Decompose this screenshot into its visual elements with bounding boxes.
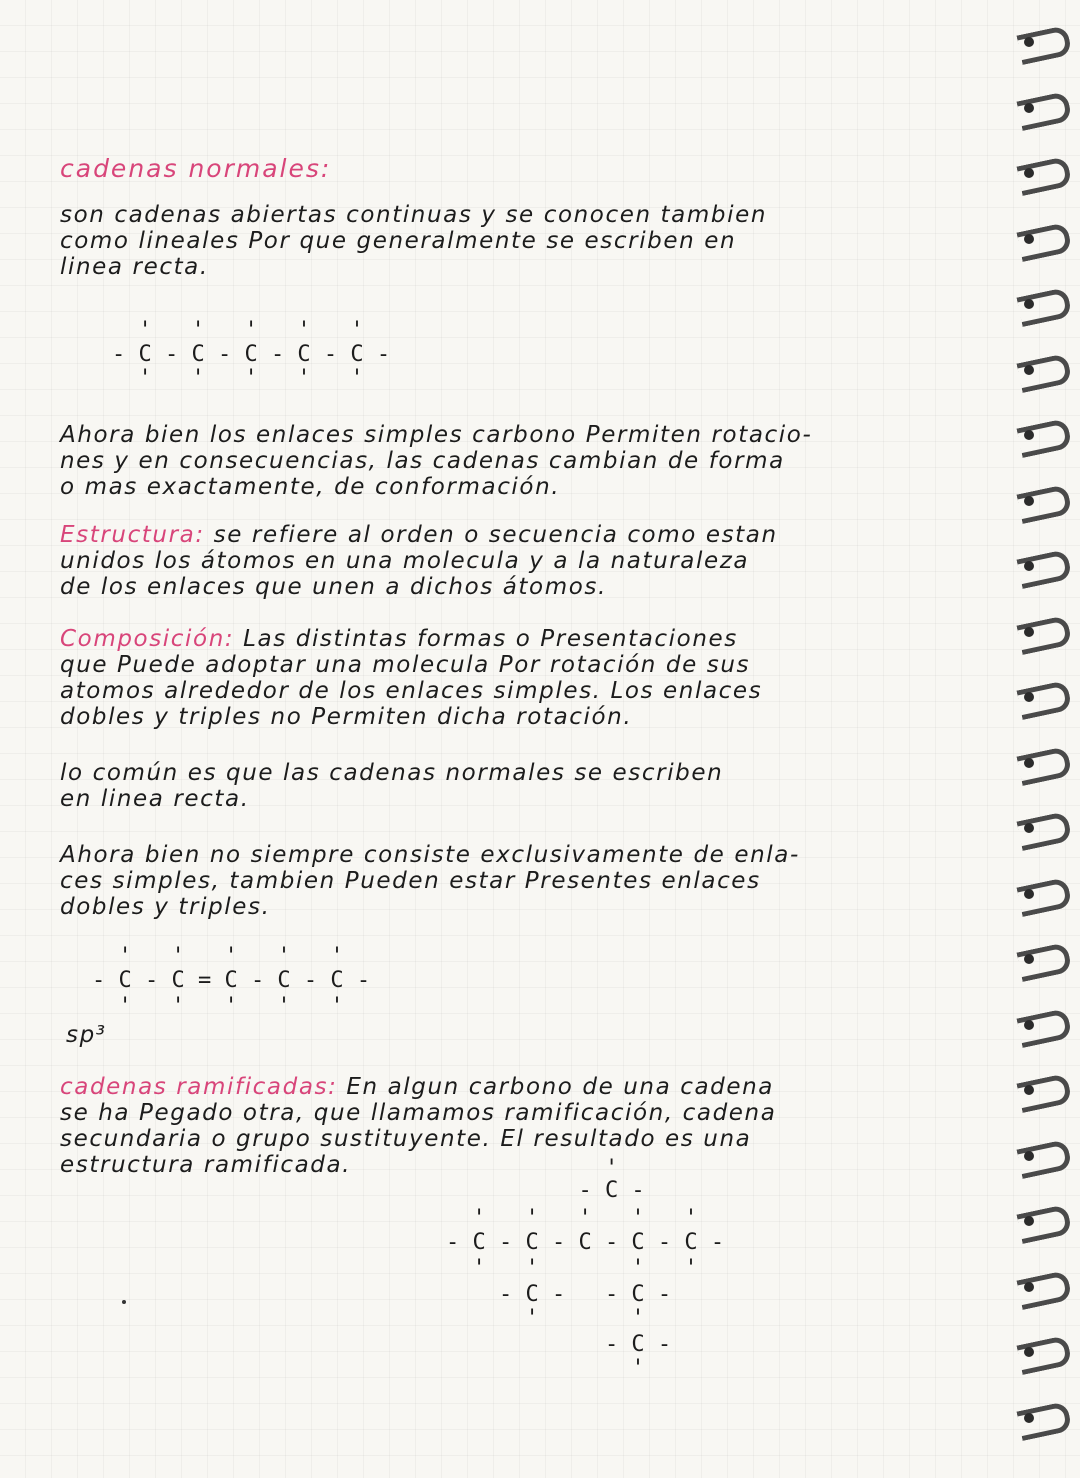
spiral-ring — [1018, 358, 1070, 384]
para3-line2: en linea recta. — [60, 786, 250, 812]
chain2-top-bonds: ' ' ' ' ' — [92, 944, 344, 969]
spiral-ring — [1018, 1078, 1070, 1104]
chain1-bottom-bonds: ' ' ' ' ' — [112, 366, 364, 391]
estructura-line1 — [60, 522, 778, 548]
spiral-ring — [1018, 816, 1070, 842]
para3-line1: lo común es que las cadenas normales se escriben — [60, 760, 724, 786]
composicion-text1: Las distintas formas o Presentaciones — [243, 626, 738, 652]
chain3-row1: ' — [446, 1156, 619, 1181]
chain2-hybridization-note: sp³ — [66, 1022, 107, 1048]
spiral-ring — [1018, 292, 1070, 318]
para1-line2: como lineales Por que generalmente se escriben en — [60, 228, 737, 254]
spiral-ring — [1018, 1013, 1070, 1039]
spiral-ring — [1018, 685, 1070, 711]
spiral-ring — [1018, 1209, 1070, 1235]
composicion-line3: atomos alrededor de los enlaces simples. Los enlaces — [60, 678, 763, 704]
composicion-label: Composición: — [60, 626, 235, 652]
ink-dot — [122, 1300, 126, 1304]
chain2-bottom-bonds: ' ' ' ' ' — [92, 994, 344, 1019]
para1-line3: linea recta. — [60, 254, 209, 280]
chain2-main: - C - C = C - C - C - — [92, 968, 371, 993]
para4-line2: ces simples, tambien Pueden estar Presentes enlaces — [60, 868, 761, 894]
heading-cadenas-normales: cadenas normales: — [60, 154, 332, 183]
ramificadas-line4: estructura ramificada. — [60, 1152, 352, 1178]
ramificadas-line2: se ha Pegado otra, que llamamos ramificación, cadena — [60, 1100, 777, 1126]
para4-line1: Ahora bien no siempre consiste exclusivamente de enla- — [60, 842, 800, 868]
chain3-row3: ' ' ' ' ' — [446, 1206, 698, 1231]
spiral-ring — [1018, 947, 1070, 973]
spiral-binding — [1010, 30, 1080, 1470]
ramificadas-line3: secundaria o grupo sustituyente. El resultado es una — [60, 1126, 752, 1152]
chain3-row6: - C - - C - — [446, 1282, 672, 1307]
estructura-line2: unidos los átomos en una molecula y a la naturaleza — [60, 548, 750, 574]
chain3-row2: - C - — [446, 1178, 645, 1203]
para4-line3: dobles y triples. — [60, 894, 271, 920]
estructura-text1: se refiere al orden o secuencia como estan — [213, 522, 778, 548]
spiral-ring — [1018, 96, 1070, 122]
ramificadas-line1 — [60, 1074, 774, 1100]
spiral-ring — [1018, 554, 1070, 580]
chain3-row7: ' ' — [446, 1306, 645, 1331]
estructura-label: Estructura: — [60, 522, 205, 548]
spiral-ring — [1018, 161, 1070, 187]
estructura-line3: de los enlaces que unen a dichos átomos. — [60, 574, 607, 600]
spiral-ring — [1018, 30, 1070, 56]
chain1-top-bonds: ' ' ' ' ' — [112, 318, 364, 343]
spiral-ring — [1018, 620, 1070, 646]
spiral-ring — [1018, 489, 1070, 515]
chain3-main: - C - C - C - C - C - — [446, 1230, 725, 1255]
composicion-line1 — [60, 626, 738, 652]
ramificadas-text1: En algun carbono de una cadena — [346, 1074, 774, 1100]
spiral-ring — [1018, 1406, 1070, 1432]
composicion-line2: que Puede adoptar una molecula Por rotación de sus — [60, 652, 751, 678]
spiral-ring — [1018, 227, 1070, 253]
spiral-ring — [1018, 882, 1070, 908]
chain3-row8: - C - — [446, 1332, 672, 1357]
spiral-ring — [1018, 423, 1070, 449]
ramificadas-label: cadenas ramificadas: — [60, 1074, 338, 1100]
spiral-ring — [1018, 1340, 1070, 1366]
para2-line3: o mas exactamente, de conformación. — [60, 474, 561, 500]
composicion-line4: dobles y triples no Permiten dicha rotación. — [60, 704, 633, 730]
para2-line2: nes y en consecuencias, las cadenas cambian de forma — [60, 448, 785, 474]
para1-line1: son cadenas abiertas continuas y se conocen tambien — [60, 202, 767, 228]
para2-line1: Ahora bien los enlaces simples carbono Permiten rotacio- — [60, 422, 813, 448]
chain3-row5: ' ' ' ' — [446, 1256, 698, 1281]
chain3-row9: ' — [446, 1356, 645, 1381]
spiral-ring — [1018, 1144, 1070, 1170]
spiral-ring — [1018, 751, 1070, 777]
chain1-main: - C - C - C - C - C - — [112, 342, 391, 367]
spiral-ring — [1018, 1275, 1070, 1301]
